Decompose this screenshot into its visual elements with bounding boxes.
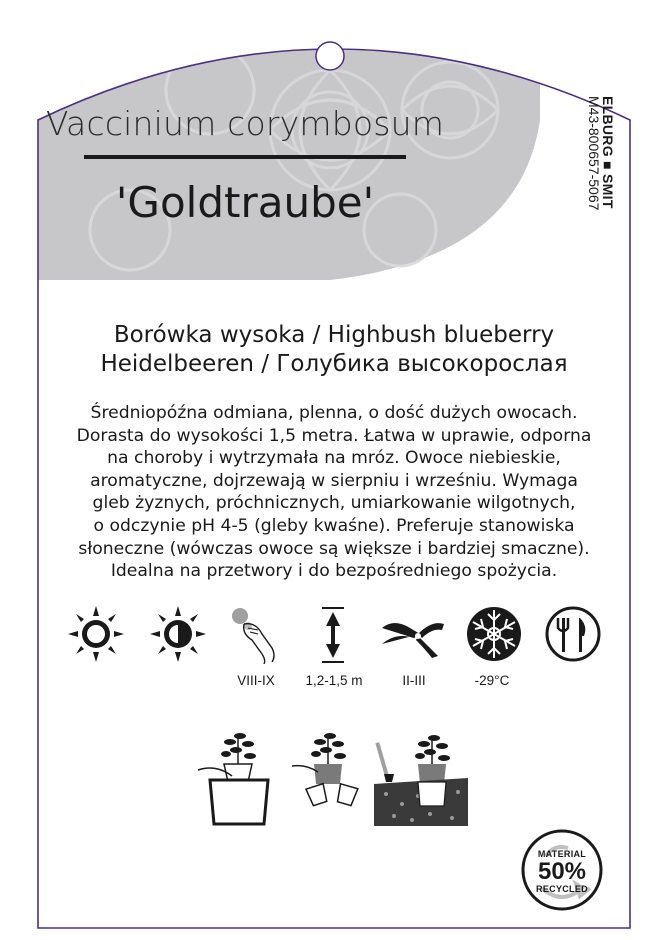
latin-name: Vaccinium corymbosum	[45, 104, 445, 143]
height-caption: 1,2-1,5 m	[305, 673, 363, 688]
common-names	[40, 321, 628, 379]
cultivar-name: 'Goldtraube'	[115, 178, 375, 227]
description-line: gleb żyznych, próchnicznych, umiarkowanie wilgotnych,	[92, 493, 576, 514]
planting-step-1-icon	[196, 724, 280, 828]
badge-line-1: MATERIAL	[537, 849, 587, 859]
height-arrow-icon	[318, 606, 348, 664]
pruning-caption: II-III	[402, 673, 426, 688]
description-line: na choroby i wytrzymała na mróz. Owoce niebieskie,	[107, 448, 561, 469]
product-code: M43-800657-5067	[586, 96, 602, 211]
brand-name: ELBURG ■ SMIT	[600, 96, 616, 209]
common-name-line: Heidelbeeren / Голубика высокорослая	[100, 351, 568, 377]
badge-percent: 50%	[537, 858, 587, 885]
badge-line-3: RECYCLED	[536, 884, 588, 894]
description-line: Dorasta do wysokości 1,5 metra. Łatwa w uprawie, odporna	[76, 425, 592, 446]
full-sun-icon	[66, 604, 126, 664]
description	[40, 402, 628, 583]
description-line: Średniopóźna odmiana, plenna, o dość dużych owocach.	[90, 403, 578, 423]
partial-shade-icon	[148, 604, 208, 664]
pruning-shears-icon	[380, 614, 448, 660]
planting-step-3-icon	[372, 734, 470, 828]
harvest-caption: VIII-IX	[237, 673, 275, 688]
snowflake-icon	[464, 604, 524, 664]
harvest-hand-icon	[228, 604, 284, 664]
description-line: o odczynie pH 4-5 (gleby kwaśne). Preferuje stanowiska	[93, 515, 575, 536]
edible-fork-knife-icon	[544, 604, 602, 664]
planting-step-2-icon	[288, 724, 372, 828]
common-name-line: Borówka wysoka / Highbush blueberry	[113, 322, 555, 348]
description-line: Idealna na przetwory i do bezpośredniego spożycia.	[110, 561, 558, 582]
title-divider	[84, 155, 406, 159]
side-text	[560, 96, 620, 256]
hang-hole	[316, 42, 344, 70]
description-line: słoneczne (wówczas owoce są większe i bardziej smaczne).	[78, 538, 590, 559]
description-line: aromatyczne, dojrzewają w sierpniu i wrześniu. Wymaga	[90, 470, 578, 491]
hardiness-caption: -29°C	[474, 673, 510, 688]
